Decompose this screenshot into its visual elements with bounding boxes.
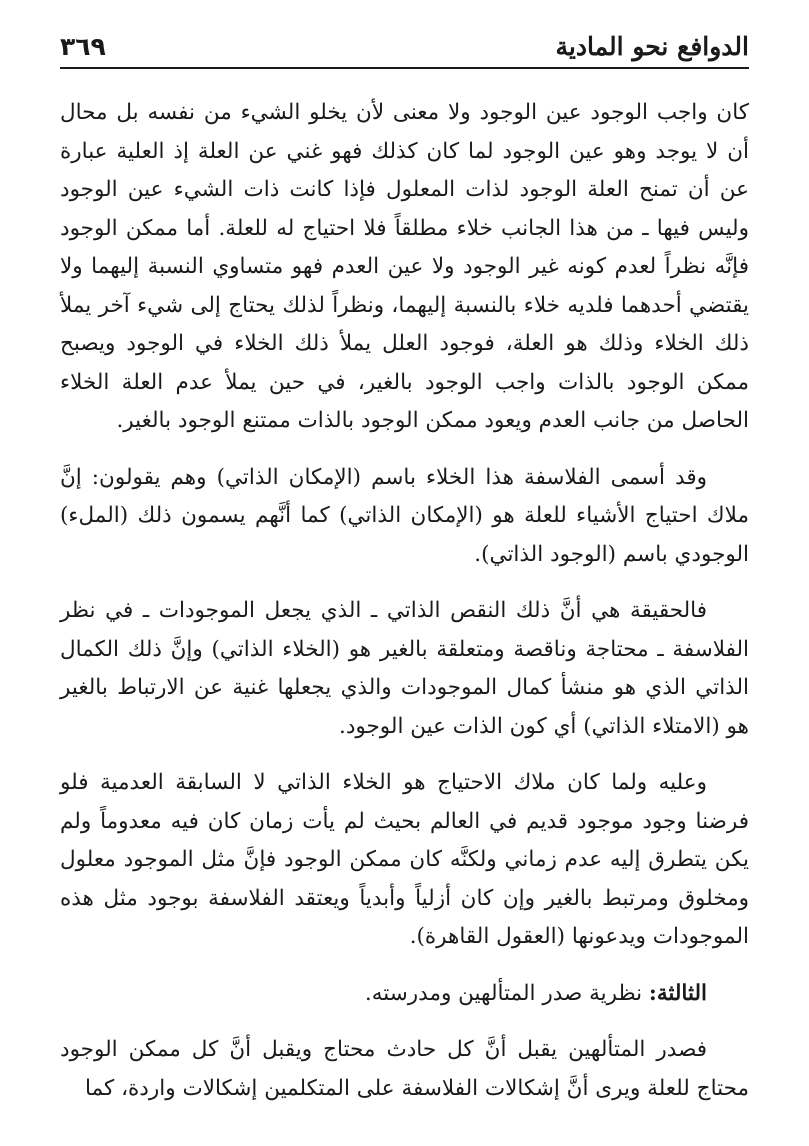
header-rule bbox=[60, 67, 749, 69]
body-text bbox=[60, 94, 749, 1108]
paragraph-6: فصدر المتألهين يقبل أنَّ كل حادث محتاج ويقبل أنَّ كل ممكن الوجود محتاج للعلة ويرى أنَّ إشكالات الفلاسفة على المتكلمين إشكالات واردة، كما bbox=[60, 1037, 749, 1101]
paragraph-1: كان واجب الوجود عين الوجود ولا معنى لأن يخلو الشيء من نفسه بل محال أن لا يوجد وهو عين الوجود لما كان كذلك فهو غني عن العلة إذ العلية عبارة عن أن تمنح العلة الوجود لذات المعلول فإذا كانت ذات الشيء عين الوجود وليس فيها ـ من هذا الجانب خلاء مطلقاً فلا احتياج له للعلة. أما ممكن الوجود فإنَّه نظراً لعدم كونه غير الوجود ولا عين العدم فهو متساوي النسبة إليهما ولا يقتضي أحدهما فلديه خلاء بالنسبة إليهما، ونظراً لذلك يحتاج إلى شيء آخر يملأ ذلك الخلاء وذلك هو العلة، فوجود العلل يملأ ذلك الخلاء في الوجود ويصبح ممكن الوجود بالذات واجب الوجود بالغير، في حين يملأ عدم العلة الخلاء الحاصل من جانب العدم ويعود ممكن الوجود بالذات ممتنع الوجود بالغير. bbox=[60, 100, 749, 433]
section-heading-text: نظرية صدر المتألهين ومدرسته. bbox=[364, 980, 649, 1006]
page-header bbox=[60, 26, 749, 66]
running-title: الدوافع نحو المادية bbox=[555, 31, 749, 61]
section-heading bbox=[60, 975, 749, 1014]
paragraph-2: وقد أسمى الفلاسفة هذا الخلاء باسم (الإمكان الذاتي) وهم يقولون: إنَّ ملاك احتياج الأشياء للعلة هو (الإمكان الذاتي) كما أنَّهم يسمون ذلك (الملء) الوجودي باسم (الوجود الذاتي). bbox=[60, 464, 749, 567]
page-number: ٣٦٩ bbox=[60, 31, 106, 61]
paragraph-4: وعليه ولما كان ملاك الاحتياج هو الخلاء الذاتي لا السابقة العدمية فلو فرضنا وجود موجود قديم في العالم بحيث لم يأت زمان كان فيه معدوماً ولم يكن يتطرق إليه عدم زماني ولكنَّه كان ممكن الوجود فإنَّ مثل الموجود معلول ومخلوق ومرتبط بالغير وإن كان أزلياً وأبدياً ويعتقد الفلاسفة بوجود مثل هذه الموجودات ويدعونها (العقول القاهرة). bbox=[60, 770, 749, 949]
paragraph-3: فالحقيقة هي أنَّ ذلك النقص الذاتي ـ الذي يجعل الموجودات ـ في نظر الفلاسفة ـ محتاجة وناقصة ومتعلقة بالغير هو (الخلاء الذاتي) وإنَّ ذلك الكمال الذاتي الذي هو منشأ كمال الموجودات والذي يجعلها غنية عن الارتباط بالغير هو (الامتلاء الذاتي) أي كون الذات عين الوجود. bbox=[60, 598, 749, 739]
section-heading-label: الثالثة: bbox=[648, 980, 707, 1006]
